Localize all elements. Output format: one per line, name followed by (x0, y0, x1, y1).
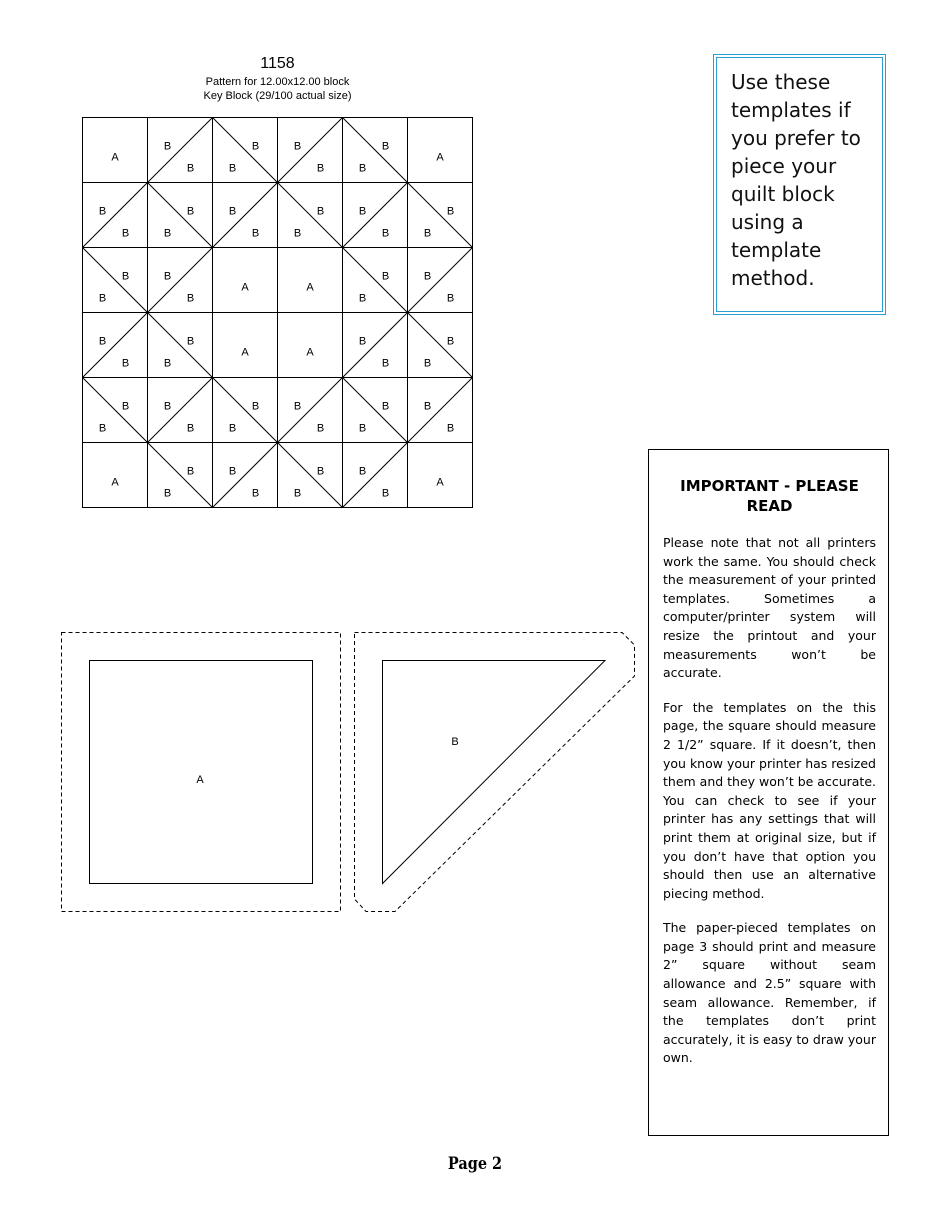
cell-label: B (121, 270, 130, 283)
cell-label: B (163, 140, 172, 153)
cell-label: B (316, 162, 325, 175)
cell-diagonal (213, 378, 278, 443)
cell-diagonal (213, 118, 278, 183)
key-block-cell (343, 248, 408, 313)
cell-label: B (186, 465, 195, 478)
template-pieces (58, 628, 640, 916)
cell-outline (83, 443, 148, 508)
cell-label: B (163, 357, 172, 370)
key-block-cell (343, 183, 408, 248)
cell-label: B (293, 140, 302, 153)
cell-label: B (228, 422, 237, 435)
cell-label: A (436, 476, 444, 489)
cell-label: B (358, 335, 367, 348)
cell-diagonal (148, 378, 213, 443)
key-block-cell (278, 118, 343, 183)
notice-paragraph-2: For the templates on the this page, the square should measure 2 1/2” square. If it doesn’t, then you know your printer has resized them and they won’t be accurate. You can check to see if your printer has any settings that will print them at original size, but if you don’t have that option you should then use an alternative piecing method. (663, 699, 876, 901)
cell-label: B (446, 335, 455, 348)
key-block-cell (213, 118, 278, 183)
cell-label: B (423, 400, 432, 413)
key-block-cell (408, 313, 473, 378)
cell-label: B (358, 205, 367, 218)
cell-outline (213, 248, 278, 313)
cell-diagonal (343, 183, 408, 248)
cell-label: B (121, 357, 130, 370)
cell-label: B (293, 227, 302, 240)
key-block-cell (278, 183, 343, 248)
cell-outline (408, 118, 473, 183)
key-block-cell (83, 248, 148, 313)
key-block-cell (408, 183, 473, 248)
cell-label: B (251, 487, 260, 500)
key-block-cell (343, 443, 408, 508)
cell-diagonal (278, 378, 343, 443)
cell-label: B (381, 357, 390, 370)
cell-diagonal (343, 248, 408, 313)
cell-label: B (381, 227, 390, 240)
cell-diagonal (278, 183, 343, 248)
key-block-cell (83, 313, 148, 378)
cell-diagonal (83, 313, 148, 378)
cell-label: A (241, 346, 249, 359)
cell-diagonal (83, 378, 148, 443)
cell-diagonal (213, 443, 278, 508)
cell-label: B (98, 335, 107, 348)
cell-diagonal (148, 118, 213, 183)
cell-label: B (121, 400, 130, 413)
cell-label: B (98, 422, 107, 435)
cell-diagonal (408, 313, 473, 378)
cell-label: B (358, 292, 367, 305)
cell-label: B (228, 465, 237, 478)
triangle-cut-line (383, 661, 606, 884)
cell-diagonal (408, 183, 473, 248)
cell-label: B (186, 162, 195, 175)
cell-label: B (251, 227, 260, 240)
cell-outline (213, 313, 278, 378)
cell-diagonal (278, 118, 343, 183)
cell-label: B (381, 270, 390, 283)
key-block-cell (278, 313, 343, 378)
square-cut-line (90, 661, 313, 884)
cell-label: A (111, 476, 119, 489)
cell-label: B (423, 270, 432, 283)
key-block-cell (408, 248, 473, 313)
cell-label: A (306, 346, 314, 359)
cell-diagonal (408, 378, 473, 443)
key-block-cell (148, 378, 213, 443)
cell-label: B (293, 487, 302, 500)
cell-label: B (358, 422, 367, 435)
pattern-number: 1158 (260, 55, 295, 72)
cell-diagonal (278, 443, 343, 508)
cell-diagonal (343, 443, 408, 508)
cell-label: B (446, 292, 455, 305)
cell-label: B (358, 465, 367, 478)
cell-diagonal (83, 248, 148, 313)
cell-diagonal (148, 313, 213, 378)
key-block-cell (408, 443, 473, 508)
pattern-size-line: Pattern for 12.00x12.00 block (205, 76, 350, 88)
key-block-cell (408, 118, 473, 183)
cell-label: B (446, 205, 455, 218)
cell-label: B (423, 227, 432, 240)
template-method-callout (716, 57, 883, 312)
key-block-cell (343, 313, 408, 378)
cell-outline (278, 248, 343, 313)
important-notice-box (648, 449, 889, 1136)
cell-label: A (241, 281, 249, 294)
key-block-cell (83, 118, 148, 183)
notice-paragraph-1: Please note that not all printers work the same. You should check the measurement of your printed templates. Sometimes a computer/printer system will resize the printout and your measurements won’t be accurate. (663, 535, 876, 681)
cell-label: B (358, 162, 367, 175)
cell-label: B (121, 227, 130, 240)
cell-label: B (163, 400, 172, 413)
key-block-diagram (80, 115, 474, 509)
square-seam-allowance-line (62, 633, 341, 912)
key-block-cell (278, 378, 343, 443)
cell-label: B (316, 422, 325, 435)
cell-diagonal (343, 118, 408, 183)
cell-diagonal (343, 313, 408, 378)
key-block-cell (278, 248, 343, 313)
template-square-a (62, 633, 341, 912)
cell-diagonal (148, 443, 213, 508)
callout-text: Use these templates if you prefer to piece your quilt block using a template method. (731, 70, 861, 290)
key-block-cell (408, 378, 473, 443)
cell-label: B (186, 335, 195, 348)
cell-label: B (98, 205, 107, 218)
cell-label: B (251, 140, 260, 153)
cell-label: B (163, 227, 172, 240)
page-number: Page 2 (447, 1154, 503, 1174)
cell-diagonal (148, 248, 213, 313)
cell-diagonal (213, 183, 278, 248)
cell-label: B (186, 205, 195, 218)
key-block-cell (83, 183, 148, 248)
cell-label: B (381, 140, 390, 153)
key-block-cell (148, 118, 213, 183)
cell-diagonal (83, 183, 148, 248)
cell-diagonal (343, 378, 408, 443)
key-block-cell (213, 248, 278, 313)
cell-label: B (423, 357, 432, 370)
key-block-cell (148, 443, 213, 508)
cell-label: B (186, 292, 195, 305)
cell-label: B (163, 270, 172, 283)
key-block-cell (148, 183, 213, 248)
key-block-cell (148, 248, 213, 313)
notice-paragraph-3: The paper-pieced templates on page 3 should print and measure 2” square without seam allowance and 2.5” square with seam allowance. Remember, if the templates don’t print accurately, it is easy to draw your own. (663, 920, 876, 1066)
key-block-cell (343, 118, 408, 183)
notice-title: IMPORTANT - PLEASE READ (680, 477, 859, 515)
cell-label: B (186, 422, 195, 435)
key-block-cell (213, 183, 278, 248)
cell-label: B (163, 487, 172, 500)
key-block-cell (83, 443, 148, 508)
template-triangle-b (355, 633, 635, 912)
cell-outline (408, 443, 473, 508)
key-block-cell (213, 378, 278, 443)
square-label: A (196, 774, 204, 786)
cell-label: B (446, 422, 455, 435)
cell-outline (278, 313, 343, 378)
cell-label: A (436, 151, 444, 164)
cell-label: B (251, 400, 260, 413)
cell-label: B (316, 465, 325, 478)
cell-label: B (293, 400, 302, 413)
cell-label: A (306, 281, 314, 294)
key-block-cell (148, 313, 213, 378)
cell-label: A (111, 151, 119, 164)
key-block-scale-line: Key Block (29/100 actual size) (203, 90, 352, 102)
key-block-cell (213, 313, 278, 378)
triangle-label: B (451, 736, 459, 748)
cell-outline (83, 118, 148, 183)
cell-label: B (381, 487, 390, 500)
cell-label: B (316, 205, 325, 218)
cell-label: B (381, 400, 390, 413)
cell-diagonal (408, 248, 473, 313)
key-block-cell (343, 378, 408, 443)
cell-label: B (228, 205, 237, 218)
cell-diagonal (148, 183, 213, 248)
key-block-cell (278, 443, 343, 508)
cell-label: B (98, 292, 107, 305)
key-block-cell (83, 378, 148, 443)
key-block-cell (213, 443, 278, 508)
cell-label: B (228, 162, 237, 175)
